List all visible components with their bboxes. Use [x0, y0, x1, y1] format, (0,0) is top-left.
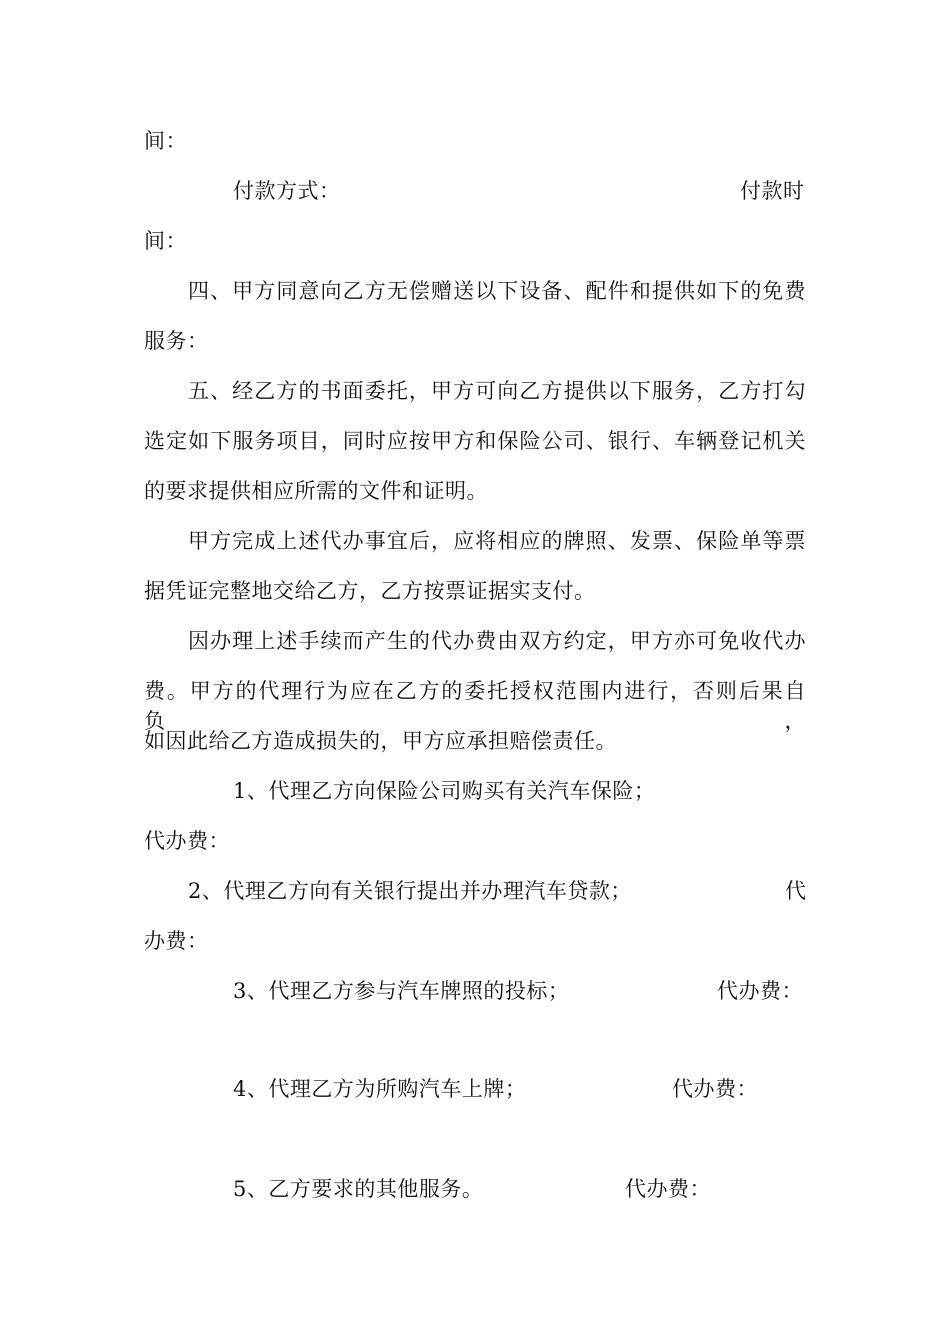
service-item-1: 1、代理乙方向保险公司购买有关汽车保险； — [233, 779, 656, 803]
text-line: 服务： — [144, 329, 209, 353]
text-line: 间： — [144, 229, 187, 253]
service-item-2: 2、代理乙方向有关银行提出并办理汽车贷款； — [188, 879, 632, 903]
text-line: 的要求提供相应所需的文件和证明。 — [144, 479, 488, 503]
agency-fee-label: 代办费： — [717, 979, 803, 1003]
text-line: 间： — [144, 129, 187, 153]
payment-method-label: 付款方式： — [233, 179, 341, 203]
text-line: 办费： — [144, 929, 209, 953]
service-item-4: 4、代理乙方为所购汽车上牌； — [233, 1077, 527, 1101]
agency-fee-label: 代办费： — [672, 1077, 758, 1101]
paragraph-line: 因办理上述手续而产生的代办费由双方约定，甲方亦可免收代办 — [188, 629, 806, 653]
service-item-3: 3、代理乙方参与汽车牌照的投标； — [233, 979, 570, 1003]
text-line: 据凭证完整地交给乙方，乙方按票证据实支付。 — [144, 579, 596, 603]
text-line: 选定如下服务项目，同时应按甲方和保险公司、银行、车辆登记机关 — [144, 429, 806, 453]
agency-fee-label: 代 — [785, 879, 807, 903]
service-item-5: 5、乙方要求的其他服务。 — [233, 1177, 484, 1201]
agency-fee-label: 代办费： — [144, 829, 230, 853]
text-line: 如因此给乙方造成损失的，甲方应承担赔偿责任。 — [144, 729, 617, 753]
payment-time-label: 付款时 — [740, 179, 805, 203]
paragraph-line: 甲方完成上述代办事宜后，应将相应的牌照、发票、保险单等票 — [188, 529, 806, 553]
clause-four-line: 四、甲方同意向乙方无偿赠送以下设备、配件和提供如下的免费 — [188, 279, 806, 303]
text-line: 费。甲方的代理行为应在乙方的委托授权范围内进行，否则后果自负， — [144, 679, 806, 733]
agency-fee-label: 代办费： — [625, 1177, 711, 1201]
clause-five-line: 五、经乙方的书面委托，甲方可向乙方提供以下服务，乙方打勾 — [188, 379, 806, 403]
